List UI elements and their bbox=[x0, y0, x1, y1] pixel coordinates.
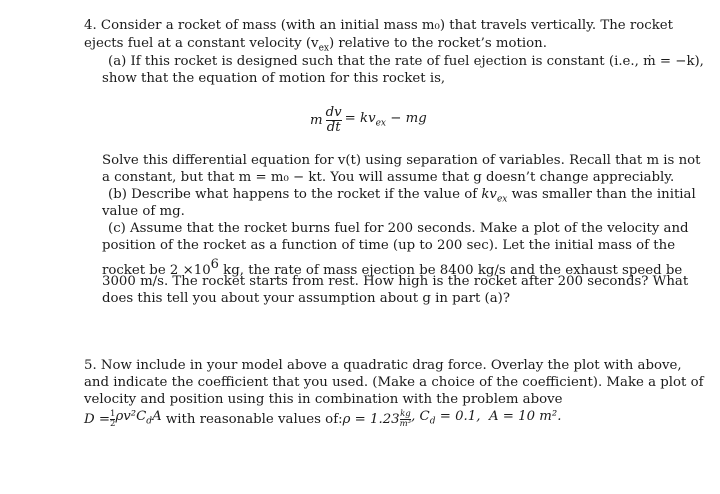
dv-dt-fraction: $\frac{dv}{dt}$ bbox=[325, 104, 342, 135]
p4-line-1: 4. Consider a rocket of mass (with an initial mass m₀) that travels vertically. The rocket bbox=[84, 18, 673, 33]
p4-part-b: (b) Describe what happens to the rocket if the value of $kv_{ex}$ was smaller than the initial bbox=[108, 187, 696, 205]
equation-of-motion: m $\frac{dv}{dt}$ = $kv_{ex}$ − mg bbox=[310, 104, 427, 135]
drag-force-formula: D = $\frac{1}{2}$ $\rho v^2C_dA$ with reasonable values of: ρ = 1.23 $\frac{kg}{\text{m³}}$ , $C_d = 0.1$, A = 10 m². bbox=[84, 408, 562, 429]
p5-line-3: velocity and position using this in combination with the problem above bbox=[84, 392, 563, 407]
one-half-fraction: $\frac{1}{2}$ bbox=[110, 408, 116, 429]
p4-line-2: ejects fuel at a constant velocity $(v_{ex})$ relative to the rocket’s motion. bbox=[84, 36, 547, 54]
p4-line-5: Solve this differential equation for v(t) using separation of variables. Recall that m is not bbox=[102, 153, 701, 168]
p4-line-6: a constant, but that m = m₀ − kt. You will assume that g doesn’t change appreciably. bbox=[102, 170, 675, 185]
p4-line-11: rocket be $2 \times 10^6$ kg, the rate of mass ejection be 8400 kg/s and the exhaust speed be bbox=[102, 257, 683, 278]
p4-part-c: (c) Assume that the rocket burns fuel for 200 seconds. Make a plot of the velocity and bbox=[108, 221, 689, 236]
p5-line-2: and indicate the coefficient that you used. (Make a choice of the coefficient). Make a plot of bbox=[84, 375, 704, 390]
p4-line-4: show that the equation of motion for this rocket is, bbox=[102, 71, 446, 86]
p4-line-8: value of mg. bbox=[102, 204, 185, 219]
p4-part-a: (a) If this rocket is designed such that the rate of fuel ejection is constant (i.e., ṁ = −k), bbox=[108, 54, 704, 69]
p4-line-12: 3000 m/s. The rocket starts from rest. How high is the rocket after 200 seconds? What bbox=[102, 274, 689, 289]
p4-line-10: position of the rocket as a function of time (up to 200 sec). Let the initial mass of the bbox=[102, 238, 676, 253]
p4-line-13: does this tell you about your assumption about g in part (a)? bbox=[102, 291, 510, 306]
kg-per-m3-fraction: $\frac{kg}{\text{m³}}$ bbox=[399, 408, 412, 429]
p5-line-1: 5. Now include in your model above a quadratic drag force. Overlay the plot with above, bbox=[84, 358, 682, 373]
